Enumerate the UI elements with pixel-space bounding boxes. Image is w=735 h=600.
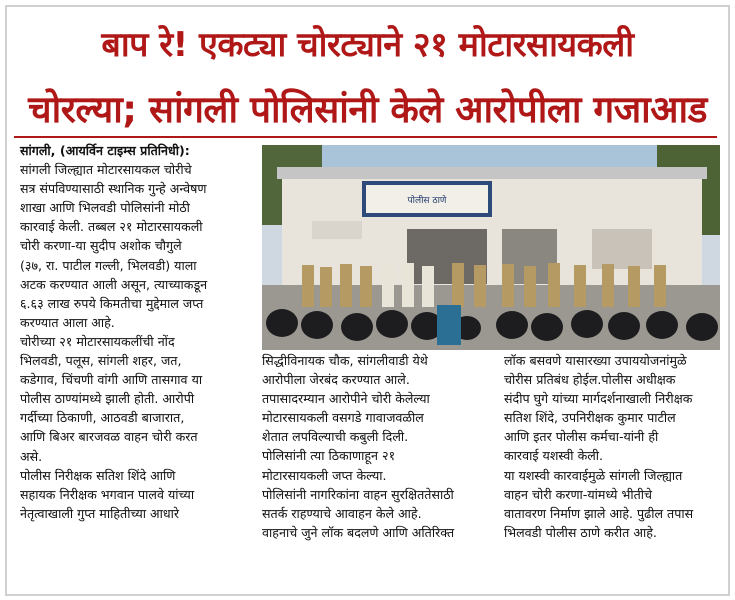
article-line: कडेगाव, चिंचणी वांगी आणि तासगाव या xyxy=(20,372,203,388)
article-line: सांगली जिल्ह्यात मोटारसायकल चोरीचे xyxy=(20,162,192,178)
article-line: मोटारसायकली जप्त केल्या. xyxy=(262,467,387,483)
article-line: आणि इतर पोलीस कर्मचा-यांनी ही xyxy=(504,429,659,445)
article-line: पोलिसांनी नागरिकांना वाहन सुरक्षिततेसाठी xyxy=(262,486,454,502)
article-line: भिलवडी, पलूस, सांगली शहर, जत, xyxy=(20,353,182,369)
article-line: गर्दीच्या ठिकाणी, आठवडी बाजारात, xyxy=(20,410,185,426)
column-2-lines xyxy=(262,351,455,540)
police-station-group-photo-icon xyxy=(262,145,720,350)
headline-divider xyxy=(14,136,717,138)
article-line: सतिश शिंदे, उपनिरीक्षक कुमार पाटील xyxy=(504,410,676,426)
article-line: चोरी करणा-या सुदीप अशोक चौगुले xyxy=(20,238,182,254)
article-line: सतर्क राहण्याचे आवाहन केले आहे. xyxy=(262,505,422,521)
byline: सांगली, (आयर्विन टाइम्स प्रतिनिधी): xyxy=(20,143,190,158)
article-column-2 xyxy=(262,351,455,540)
article-line: शाखा आणि भिलवडी पोलिसांनी मोठी xyxy=(20,200,190,216)
news-photo xyxy=(262,145,720,350)
article-line: तपासादरम्यान आरोपीने चोरी केलेल्या xyxy=(262,391,430,407)
article-line: सत्र संपविण्यासाठी स्थानिक गुन्हे अन्वेषण xyxy=(20,181,207,197)
article-line: पोलीस निरीक्षक सतिश शिंदे आणि xyxy=(20,467,176,483)
article-line: वाहनाचे जुने लॉक बदलणे आणि अतिरिक्त xyxy=(262,524,455,540)
article-line: सिद्धीविनायक चौक, सांगलीवाडी येथे xyxy=(262,353,428,368)
article-line: सहायक निरीक्षक भगवान पालवे यांच्या xyxy=(20,486,195,502)
headline-line-1: बाप रे! एकट्या चोरट्याने २१ मोटारसायकली xyxy=(101,25,634,65)
column-1-lines xyxy=(20,160,208,521)
article-line: वातावरण निर्माण झाले आहे. पुढील तपास xyxy=(504,505,694,521)
article-line: (३७, रा. पाटील गल्ली, भिलवडी) याला xyxy=(20,257,197,273)
article-line: पोलीस ठाण्यांमध्ये झाली होती. आरोपी xyxy=(20,391,195,407)
article-line: कारवाई यशस्वी केली. xyxy=(504,448,604,464)
article-line: शेतात लपविल्याची कबुली दिली. xyxy=(262,429,409,445)
article-line: आणि बिअर बारजवळ वाहन चोरी करत xyxy=(20,429,198,445)
article-line: लॉक बसवणे यासारख्या उपाययोजनांमुळे xyxy=(504,353,687,368)
article-line: मोटारसायकली वसगडे गावाजवळील xyxy=(262,410,424,426)
article-line: पोलिसांनी त्या ठिकाणाहून २१ xyxy=(262,448,396,464)
article-line: चोरीच्या २१ मोटारसायकलींची नोंद xyxy=(20,333,175,349)
headline-line-2: चोरल्या; सांगली पोलिसांनी केले आरोपीला गजाआड xyxy=(28,88,707,131)
article-line: कारवाई केली. तब्बल २१ मोटारसायकली xyxy=(20,219,203,235)
article-line: करण्यात आला आहे. xyxy=(20,314,115,330)
article-line: चोरीस प्रतिबंध होईल.पोलीस अधीक्षक xyxy=(504,372,676,388)
column-3-lines xyxy=(504,351,694,540)
article-line: अटक करण्यात आली असून, त्याच्याकडून xyxy=(20,276,208,292)
svg-text:पोलीस ठाणे: पोलीस ठाणे xyxy=(407,196,447,206)
article-column-1 xyxy=(20,141,208,521)
article-line: या यशस्वी कारवाईमुळे सांगली जिल्ह्यात xyxy=(504,467,683,483)
article-line: आरोपीला जेरबंद करण्यात आले. xyxy=(262,372,410,388)
article-line: असे. xyxy=(20,448,43,464)
article-line: भिलवडी पोलीस ठाणे करीत आहे. xyxy=(504,524,657,540)
article-column-3 xyxy=(504,351,694,540)
article-line: वाहन चोरी करणा-यांमध्ये भीतीचे xyxy=(504,486,653,502)
article-line: ६.६३ लाख रुपये किमतीचा मुद्देमाल जप्त xyxy=(20,295,204,311)
article-line: नेतृत्वाखाली गुप्त माहितीच्या आधारे xyxy=(20,505,180,521)
article-line: संदीप घुगे यांच्या मार्गदर्शनाखाली निरीक्षक xyxy=(504,391,693,407)
